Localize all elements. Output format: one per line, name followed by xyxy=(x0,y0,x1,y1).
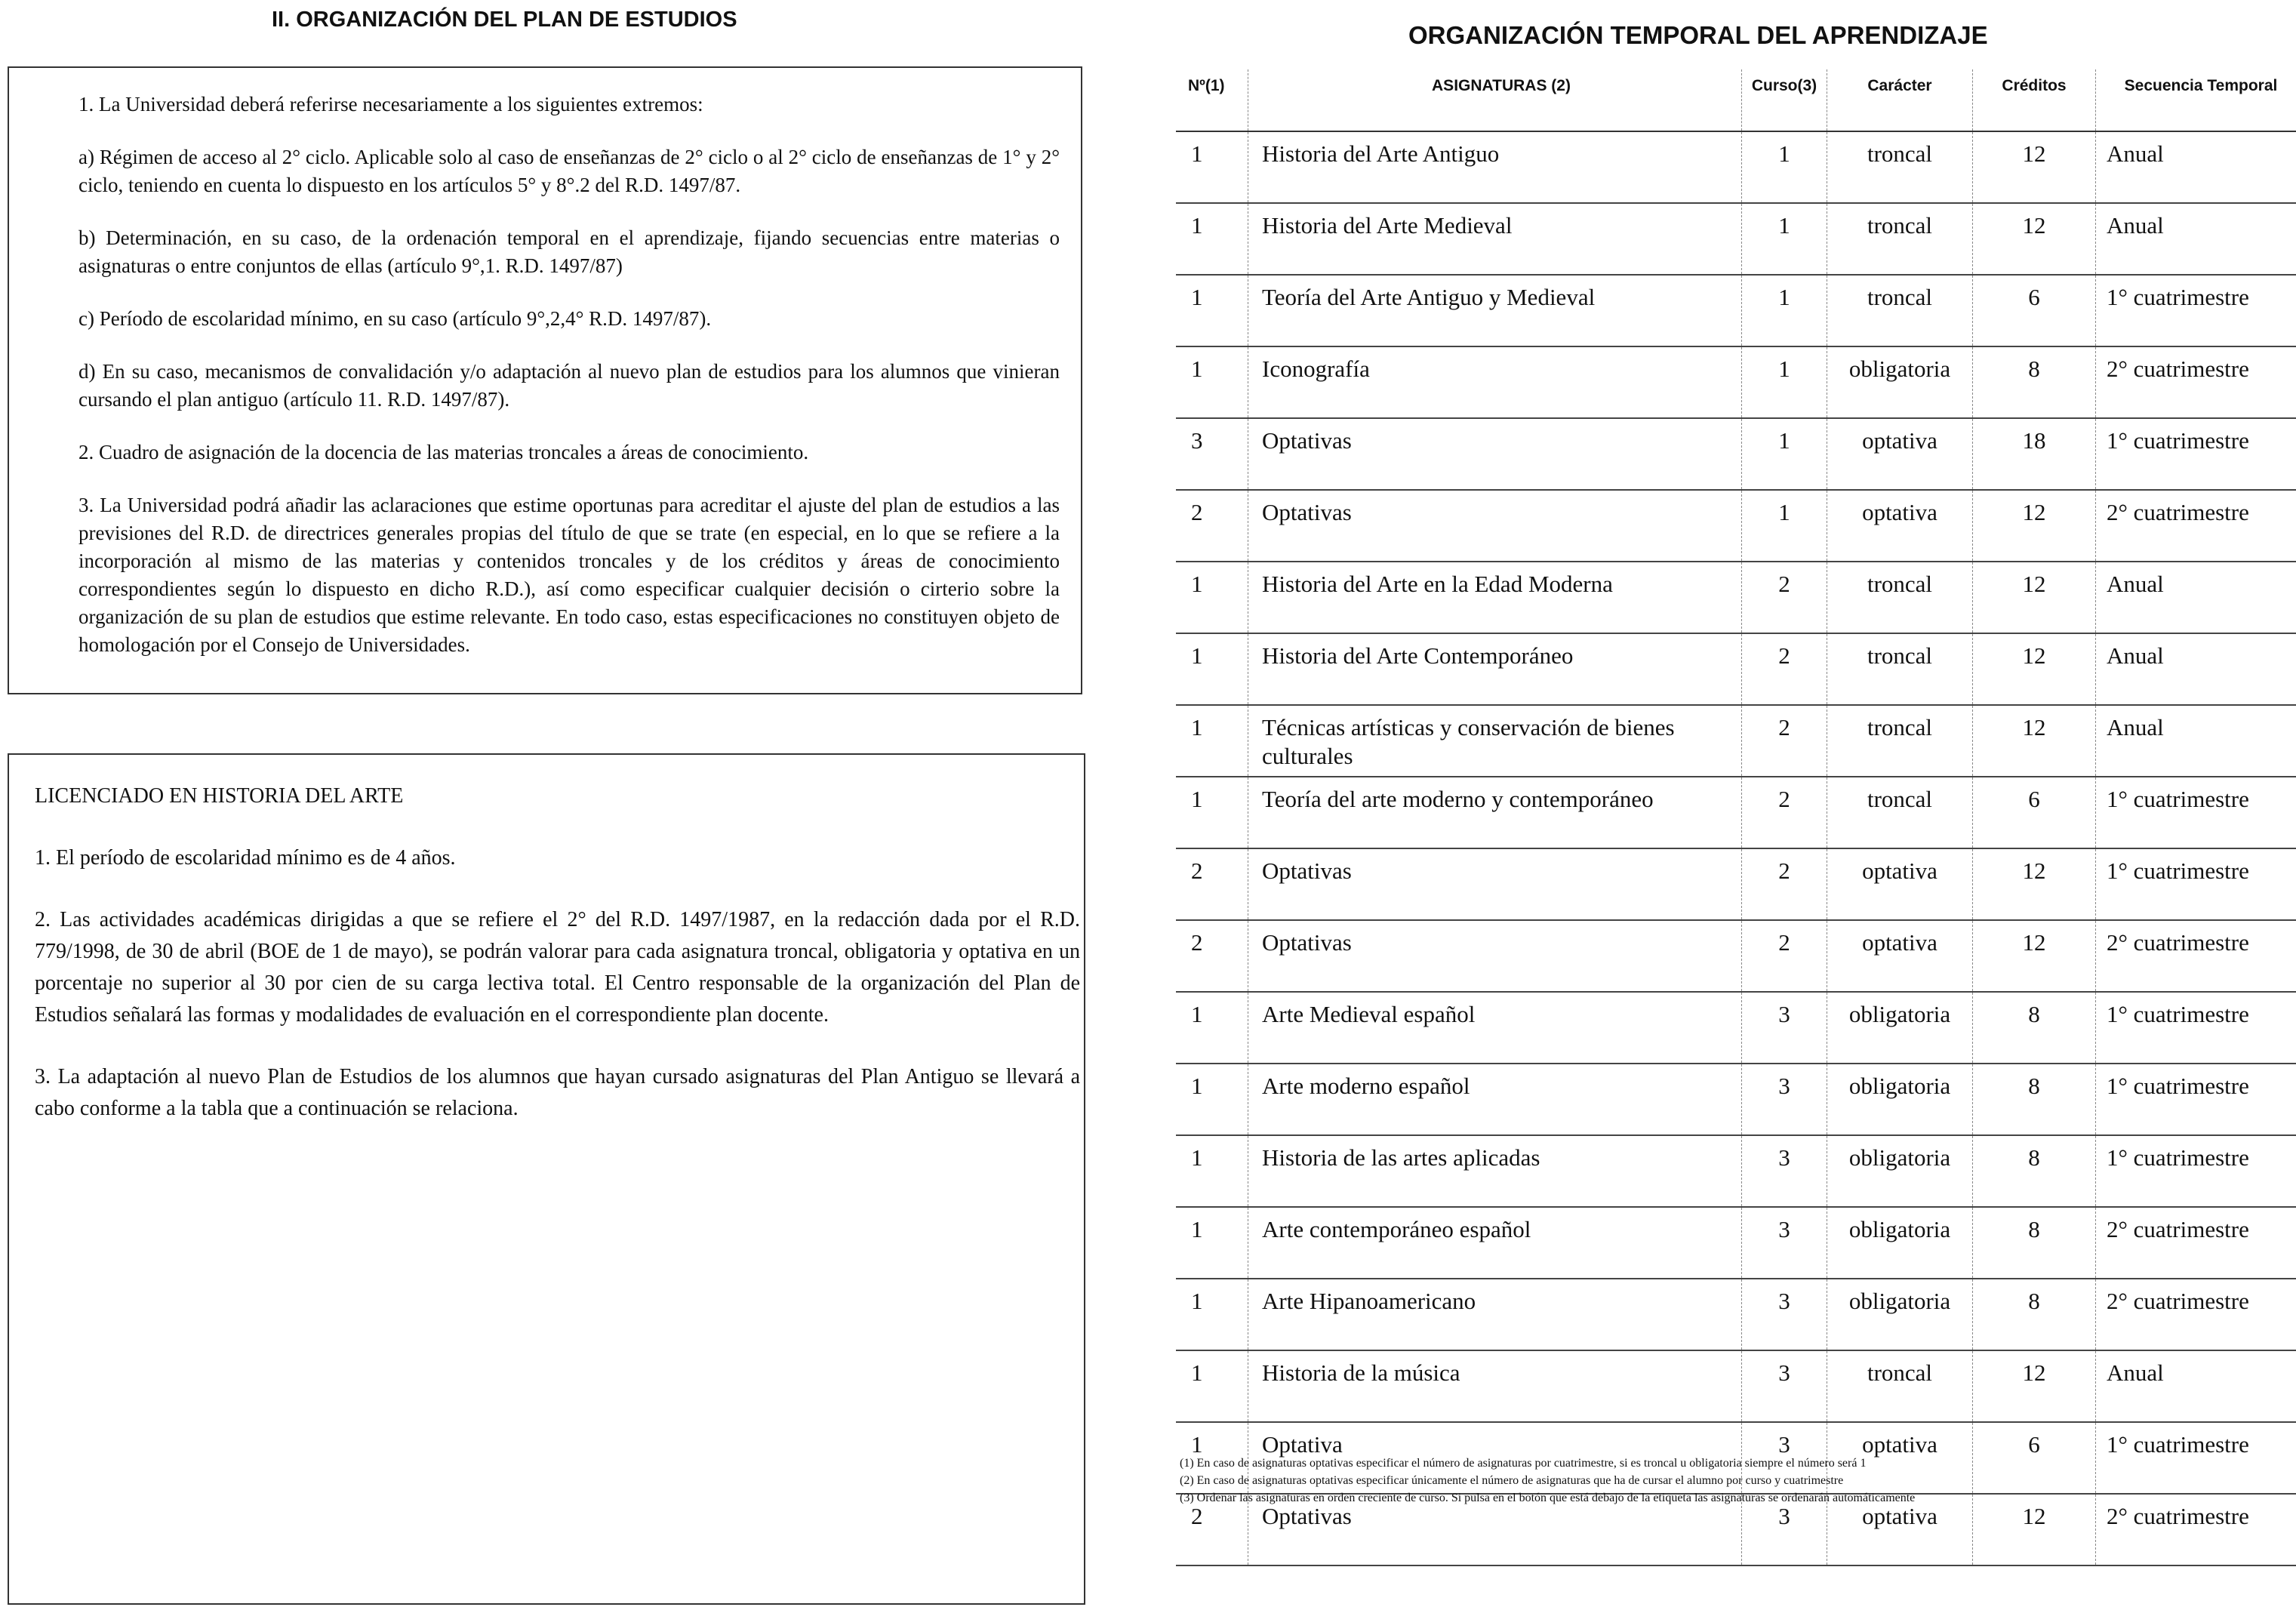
row-num[interactable]: 1 xyxy=(1176,705,1248,777)
row-secuencia[interactable]: 2° cuatrimestre xyxy=(2096,1207,2296,1279)
row-caracter[interactable]: obligatoria xyxy=(1827,1064,1973,1135)
table-row xyxy=(1176,1350,2296,1422)
row-creditos[interactable]: 8 xyxy=(1973,1207,2096,1279)
row-caracter[interactable]: optativa xyxy=(1827,418,1973,490)
row-curso[interactable]: 3 xyxy=(1742,1279,1827,1350)
row-caracter[interactable]: optativa xyxy=(1827,1494,1973,1565)
row-num[interactable]: 1 xyxy=(1176,777,1248,848)
row-creditos[interactable]: 12 xyxy=(1973,203,2096,275)
row-creditos[interactable]: 6 xyxy=(1973,1422,2096,1494)
footnote: (1) En caso de asignaturas optativas especificar el número de asignaturas por cuatrimestre, si es troncal u obligatoria siempre el número será 1 xyxy=(1180,1457,1867,1470)
row-asignatura[interactable]: Técnicas artísticas y conservación de bienes culturales xyxy=(1248,705,1742,777)
row-num[interactable]: 1 xyxy=(1176,633,1248,705)
paragraph: c) Período de escolaridad mínimo, en su caso (artículo 9°,2,4° R.D. 1497/87). xyxy=(78,307,712,330)
table-row xyxy=(1176,562,2296,633)
row-caracter[interactable]: troncal xyxy=(1827,203,1973,275)
row-secuencia[interactable]: Anual xyxy=(2096,203,2296,275)
schedule-table xyxy=(1176,69,2296,1566)
table-row xyxy=(1176,992,2296,1064)
footnotes xyxy=(1180,1455,1915,1507)
row-asignatura[interactable]: Historia del Arte Contemporáneo xyxy=(1248,633,1742,705)
row-secuencia[interactable]: 2° cuatrimestre xyxy=(2096,490,2296,562)
row-curso[interactable]: 3 xyxy=(1742,1494,1827,1565)
row-caracter[interactable]: troncal xyxy=(1827,131,1973,203)
row-curso[interactable]: 3 xyxy=(1742,1350,1827,1422)
row-caracter[interactable]: optativa xyxy=(1827,1422,1973,1494)
row-secuencia[interactable]: Anual xyxy=(2096,705,2296,777)
row-caracter[interactable]: obligatoria xyxy=(1827,992,1973,1064)
footnote: (2) En caso de asignaturas optativas especificar únicamente el número de asignaturas que ha de cursar el alumno por curso y cuatrimestre xyxy=(1180,1474,1844,1487)
row-caracter[interactable]: optativa xyxy=(1827,848,1973,920)
row-creditos[interactable]: 12 xyxy=(1973,705,2096,777)
row-asignatura[interactable]: Arte moderno español xyxy=(1248,1064,1742,1135)
row-creditos[interactable]: 12 xyxy=(1973,633,2096,705)
row-creditos[interactable]: 12 xyxy=(1973,920,2096,992)
row-creditos[interactable]: 12 xyxy=(1973,490,2096,562)
row-num[interactable]: 1 xyxy=(1176,1350,1248,1422)
header-curso[interactable]: Curso(3) xyxy=(1742,69,1827,131)
row-num[interactable]: 1 xyxy=(1176,1279,1248,1350)
row-creditos[interactable]: 6 xyxy=(1973,275,2096,346)
row-creditos[interactable]: 12 xyxy=(1973,848,2096,920)
row-caracter[interactable]: troncal xyxy=(1827,777,1973,848)
table-row xyxy=(1176,1135,2296,1207)
row-secuencia[interactable]: 1° cuatrimestre xyxy=(2096,418,2296,490)
table-row xyxy=(1176,1064,2296,1135)
row-curso[interactable]: 3 xyxy=(1742,1422,1827,1494)
section-title: II. ORGANIZACIÓN DEL PLAN DE ESTUDIOS xyxy=(272,8,737,32)
row-curso[interactable]: 1 xyxy=(1742,490,1827,562)
header-caracter: Carácter xyxy=(1827,69,1973,131)
row-secuencia[interactable]: 1° cuatrimestre xyxy=(2096,1064,2296,1135)
row-curso[interactable]: 1 xyxy=(1742,418,1827,490)
row-secuencia[interactable]: 1° cuatrimestre xyxy=(2096,848,2296,920)
paragraph: a) Régimen de acceso al 2° ciclo. Aplicable solo al caso de enseñanzas de 2° ciclo o al 2° ciclo de enseñanzas de 1° y 2° ciclo, teniendo en cuenta lo dispuesto en los artículos 5° y 8°.2 del R.D. 1497/87. xyxy=(78,146,1060,196)
row-caracter[interactable]: obligatoria xyxy=(1827,1207,1973,1279)
paragraph: 3. La adaptación al nuevo Plan de Estudios de los alumnos que hayan cursado asignaturas del Plan Antiguo se llevará a cabo conforme a la tabla que a continuación se relaciona. xyxy=(35,1065,1080,1120)
table-row xyxy=(1176,1279,2296,1350)
row-asignatura[interactable]: Teoría del Arte Antiguo y Medieval xyxy=(1248,275,1742,346)
row-asignatura[interactable]: Teoría del arte moderno y contemporáneo xyxy=(1248,777,1742,848)
row-asignatura[interactable]: Optativas xyxy=(1248,490,1742,562)
row-caracter[interactable]: obligatoria xyxy=(1827,1135,1973,1207)
row-curso[interactable]: 2 xyxy=(1742,848,1827,920)
table-header-row xyxy=(1176,69,2296,131)
row-curso[interactable]: 3 xyxy=(1742,1135,1827,1207)
degree-title: LICENCIADO EN HISTORIA DEL ARTE xyxy=(35,784,404,808)
header-asignaturas: ASIGNATURAS (2) xyxy=(1248,69,1742,131)
row-asignatura[interactable]: Historia del Arte Medieval xyxy=(1248,203,1742,275)
row-asignatura[interactable]: Optativas xyxy=(1248,418,1742,490)
row-num[interactable]: 2 xyxy=(1176,490,1248,562)
row-curso[interactable]: 3 xyxy=(1742,992,1827,1064)
row-num[interactable]: 1 xyxy=(1176,1207,1248,1279)
paragraph: d) En su caso, mecanismos de convalidación y/o adaptación al nuevo plan de estudios para los alumnos que vinieran cursando el plan antiguo (artículo 11. R.D. 1497/87). xyxy=(78,360,1060,411)
paragraph: 2. Cuadro de asignación de la docencia de las materias troncales a áreas de conocimiento. xyxy=(78,441,809,463)
row-caracter[interactable]: obligatoria xyxy=(1827,1279,1973,1350)
row-secuencia[interactable]: 1° cuatrimestre xyxy=(2096,275,2296,346)
row-asignatura[interactable]: Arte contemporáneo español xyxy=(1248,1207,1742,1279)
row-asignatura[interactable]: Optativas xyxy=(1248,920,1742,992)
table-row xyxy=(1176,346,2296,418)
row-num[interactable]: 1 xyxy=(1176,562,1248,633)
paragraph: 3. La Universidad podrá añadir las aclaraciones que estime oportunas para acreditar el ajuste del plan de estudios a las previsiones del R.D. de directrices generales propias del título de que se trate (en especial, en lo que se refiere a la incorporación al mismo de las materias y contenidos troncales y de los créditos y áreas de conocimiento correspondientes según lo dispuesto en dicho R.D.), así como especificar cualquier decisión o cirterio sobre la organización de su plan de estudios que estime relevante. En todo caso, estas especificaciones no constituyen objeto de homologación por el Consejo de Universidades. xyxy=(78,494,1060,656)
row-secuencia[interactable]: 1° cuatrimestre xyxy=(2096,777,2296,848)
row-caracter[interactable]: troncal xyxy=(1827,633,1973,705)
row-curso[interactable]: 3 xyxy=(1742,1064,1827,1135)
row-caracter[interactable]: optativa xyxy=(1827,920,1973,992)
table-row xyxy=(1176,418,2296,490)
row-curso[interactable]: 2 xyxy=(1742,920,1827,992)
row-num[interactable]: 1 xyxy=(1176,203,1248,275)
schedule-table-container xyxy=(1176,69,2278,1566)
row-creditos[interactable]: 12 xyxy=(1973,1350,2096,1422)
table-row xyxy=(1176,777,2296,848)
row-secuencia[interactable]: 2° cuatrimestre xyxy=(2096,346,2296,418)
row-num[interactable]: 1 xyxy=(1176,1422,1248,1494)
row-secuencia[interactable]: 2° cuatrimestre xyxy=(2096,1494,2296,1565)
row-curso[interactable]: 2 xyxy=(1742,705,1827,777)
row-num[interactable]: 1 xyxy=(1176,1135,1248,1207)
row-creditos[interactable]: 8 xyxy=(1973,1279,2096,1350)
row-num[interactable]: 2 xyxy=(1176,920,1248,992)
row-asignatura[interactable]: Optativas xyxy=(1248,848,1742,920)
row-secuencia[interactable]: 2° cuatrimestre xyxy=(2096,920,2296,992)
header-creditos: Créditos xyxy=(1973,69,2096,131)
table-row xyxy=(1176,920,2296,992)
table-row xyxy=(1176,131,2296,203)
table-row xyxy=(1176,633,2296,705)
row-asignatura[interactable]: Optativa xyxy=(1248,1422,1742,1494)
row-num[interactable]: 1 xyxy=(1176,1064,1248,1135)
row-creditos[interactable]: 18 xyxy=(1973,418,2096,490)
table-row xyxy=(1176,275,2296,346)
header-secuencia: Secuencia Temporal xyxy=(2096,69,2296,131)
row-creditos[interactable]: 8 xyxy=(1973,1135,2096,1207)
row-curso[interactable]: 1 xyxy=(1742,203,1827,275)
row-secuencia[interactable]: Anual xyxy=(2096,131,2296,203)
row-num[interactable]: 1 xyxy=(1176,131,1248,203)
row-curso[interactable]: 2 xyxy=(1742,777,1827,848)
footnote: (3) Ordenar las asignaturas en orden creciente de curso. Si pulsa en el botón que está debajo de la etiqueta las asignaturas se ordenarán automáticamente xyxy=(1180,1492,1916,1504)
row-curso[interactable]: 3 xyxy=(1742,1207,1827,1279)
row-asignatura[interactable]: Historia del Arte Antiguo xyxy=(1248,131,1742,203)
row-creditos[interactable]: 6 xyxy=(1973,777,2096,848)
table-row xyxy=(1176,705,2296,777)
row-secuencia[interactable]: Anual xyxy=(2096,1350,2296,1422)
row-num[interactable]: 2 xyxy=(1176,848,1248,920)
row-creditos[interactable]: 12 xyxy=(1973,562,2096,633)
row-num[interactable]: 1 xyxy=(1176,346,1248,418)
instructions-box xyxy=(8,66,1082,694)
table-row xyxy=(1176,203,2296,275)
row-secuencia[interactable]: 2° cuatrimestre xyxy=(2096,1279,2296,1350)
table-row xyxy=(1176,848,2296,920)
row-asignatura[interactable]: Optativas xyxy=(1248,1494,1742,1565)
row-creditos[interactable]: 8 xyxy=(1973,346,2096,418)
paragraph: b) Determinación, en su caso, de la ordenación temporal en el aprendizaje, fijando secuencias entre materias o asignaturas o entre conjuntos de ellas (artículo 9°,1. R.D. 1497/87) xyxy=(78,226,1060,277)
row-asignatura[interactable]: Historia de la música xyxy=(1248,1350,1742,1422)
row-secuencia[interactable]: Anual xyxy=(2096,562,2296,633)
row-asignatura[interactable]: Historia de las artes aplicadas xyxy=(1248,1135,1742,1207)
row-caracter[interactable]: troncal xyxy=(1827,275,1973,346)
table-row xyxy=(1176,490,2296,562)
row-asignatura[interactable]: Historia del Arte en la Edad Moderna xyxy=(1248,562,1742,633)
row-num[interactable]: 3 xyxy=(1176,418,1248,490)
table-row xyxy=(1176,1207,2296,1279)
row-asignatura[interactable]: Arte Medieval español xyxy=(1248,992,1742,1064)
row-secuencia[interactable]: 1° cuatrimestre xyxy=(2096,1422,2296,1494)
row-curso[interactable]: 2 xyxy=(1742,633,1827,705)
row-caracter[interactable]: optativa xyxy=(1827,490,1973,562)
row-caracter[interactable]: troncal xyxy=(1827,705,1973,777)
row-num[interactable]: 1 xyxy=(1176,275,1248,346)
row-caracter[interactable]: troncal xyxy=(1827,1350,1973,1422)
row-caracter[interactable]: obligatoria xyxy=(1827,346,1973,418)
row-secuencia[interactable]: 1° cuatrimestre xyxy=(2096,1135,2296,1207)
table-title: ORGANIZACIÓN TEMPORAL DEL APRENDIZAJE xyxy=(1408,21,1988,49)
row-curso[interactable]: 1 xyxy=(1742,131,1827,203)
row-curso[interactable]: 1 xyxy=(1742,275,1827,346)
paragraph: 2. Las actividades académicas dirigidas a que se refiere el 2° del R.D. 1497/1987, en la redacción dada por el R.D. 779/1998, de 30 de abril (BOE de 1 de mayo), se podrán valorar para cada asignatura troncal, obligatoria y optativa en un porcentaje no superior al 30 por cien de su carga lectiva total. El Centro responsable de la organización del Plan de Estudios señalará las formas y modalidades de evaluación en el correspondiente plan docente. xyxy=(35,908,1080,1027)
row-num[interactable]: 1 xyxy=(1176,992,1248,1064)
row-asignatura[interactable]: Iconografía xyxy=(1248,346,1742,418)
row-secuencia[interactable]: Anual xyxy=(2096,633,2296,705)
row-curso[interactable]: 2 xyxy=(1742,562,1827,633)
row-creditos[interactable]: 8 xyxy=(1973,1064,2096,1135)
row-asignatura[interactable]: Arte Hipanoamericano xyxy=(1248,1279,1742,1350)
row-creditos[interactable]: 12 xyxy=(1973,1494,2096,1565)
row-curso[interactable]: 1 xyxy=(1742,346,1827,418)
row-caracter[interactable]: troncal xyxy=(1827,562,1973,633)
degree-notes-box xyxy=(8,753,1085,1605)
row-creditos[interactable]: 12 xyxy=(1973,131,2096,203)
row-creditos[interactable]: 8 xyxy=(1973,992,2096,1064)
row-secuencia[interactable]: 1° cuatrimestre xyxy=(2096,992,2296,1064)
paragraph: 1. El período de escolaridad mínimo es de 4 años. xyxy=(35,846,456,870)
row-num[interactable]: 2 xyxy=(1176,1494,1248,1565)
header-num: Nº(1) xyxy=(1176,69,1248,131)
paragraph: 1. La Universidad deberá referirse necesariamente a los siguientes extremos: xyxy=(78,93,703,115)
